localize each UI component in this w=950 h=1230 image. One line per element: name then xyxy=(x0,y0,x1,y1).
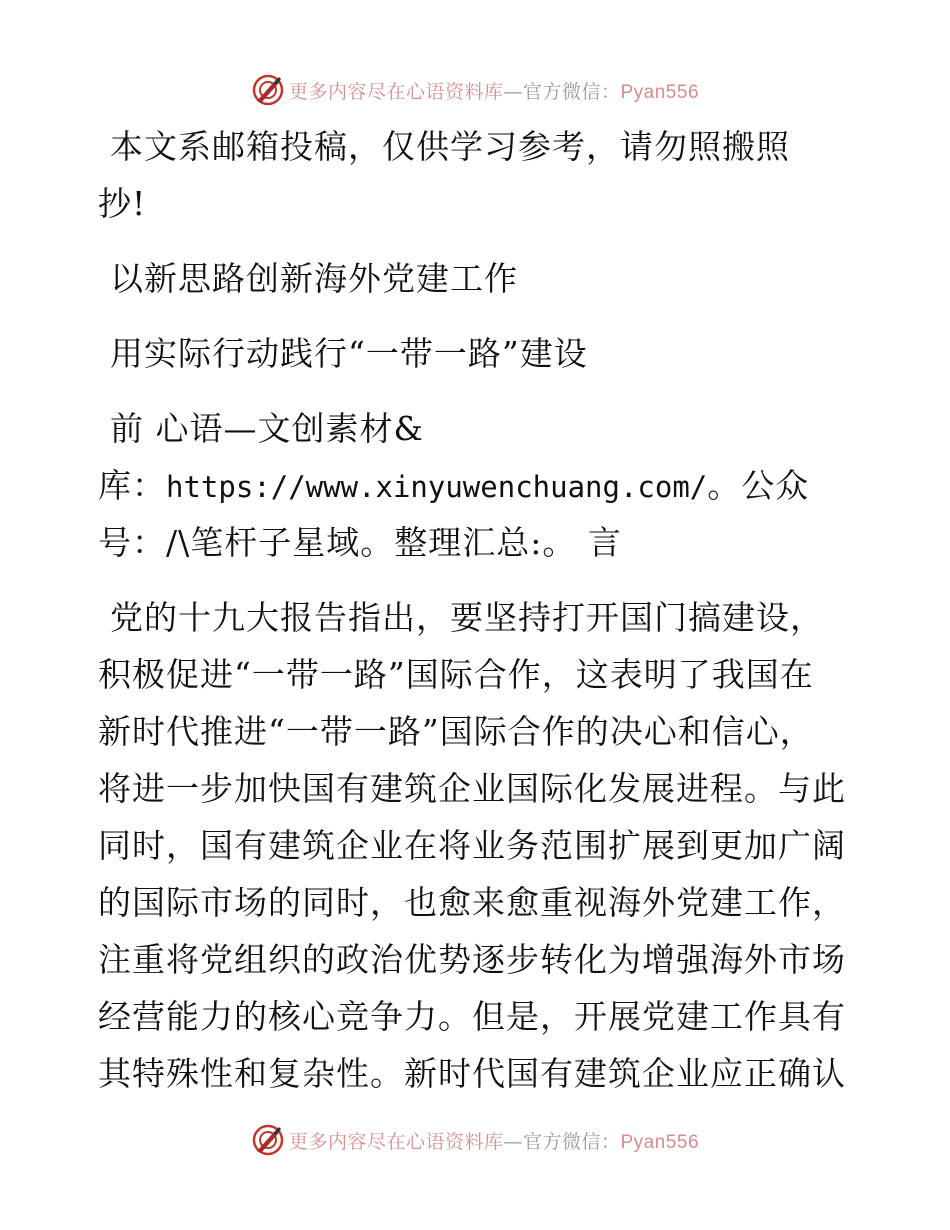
notice-line: 抄! xyxy=(98,184,147,223)
header-watermark xyxy=(0,70,950,110)
footer-wechat-id: Pyan556 xyxy=(620,1131,700,1153)
footer-separator: — xyxy=(503,1130,523,1153)
header-wechat-label: 官方微信： xyxy=(522,80,621,103)
preface-line: 前 心语—文创素材& xyxy=(110,409,424,448)
footer-wechat-label: 官方微信： xyxy=(522,1130,621,1153)
document-body xyxy=(98,118,858,1102)
body-line: 其特殊性和复杂性。新时代国有建筑企业应正确认 xyxy=(98,1054,846,1093)
header-wechat-id: Pyan556 xyxy=(620,81,700,103)
header-watermark-text xyxy=(289,77,699,104)
title-line: 以新思路创新海外党建工作 xyxy=(110,259,518,298)
body-line: 党的十九大报告指出，要坚持打开国门搞建设， xyxy=(110,598,824,637)
preface-label: 库： xyxy=(98,466,166,505)
body-line: 积极促进“一带一路”国际合作，这表明了我国在 xyxy=(98,655,814,694)
body-line: 新时代推进“一带一路”国际合作的决心和信心， xyxy=(98,712,814,751)
body-line: 将进一步加快国有建筑企业国际化发展进程。与此 xyxy=(98,769,846,808)
preface-line xyxy=(98,457,858,514)
pen-logo-icon xyxy=(251,1123,285,1157)
notice-line: 本文系邮箱投稿，仅供学习参考，请勿照搬照 xyxy=(110,127,790,166)
preface-line: 号：/\笔杆子星域。整理汇总:。 言 xyxy=(98,523,622,562)
pen-logo-icon xyxy=(251,73,285,107)
subtitle-line: 用实际行动践行“一带一路”建设 xyxy=(110,334,588,373)
body-line: 同时，国有建筑企业在将业务范围扩展到更加广阔 xyxy=(98,826,846,865)
footer-watermark-text xyxy=(289,1127,699,1154)
preface-url: https://www.xinyuwenchuang.com/ xyxy=(166,470,708,504)
body-line: 的国际市场的同时，也愈来愈重视海外党建工作， xyxy=(98,883,846,922)
preface-suffix: 。公众 xyxy=(707,466,810,505)
header-separator: — xyxy=(503,80,523,103)
header-brand: 更多内容尽在心语资料库 xyxy=(288,80,504,103)
body-line: 经营能力的核心竞争力。但是，开展党建工作具有 xyxy=(98,997,846,1036)
footer-brand: 更多内容尽在心语资料库 xyxy=(288,1130,504,1153)
body-line: 注重将党组织的政治优势逐步转化为增强海外市场 xyxy=(98,940,846,979)
footer-watermark xyxy=(0,1120,950,1160)
